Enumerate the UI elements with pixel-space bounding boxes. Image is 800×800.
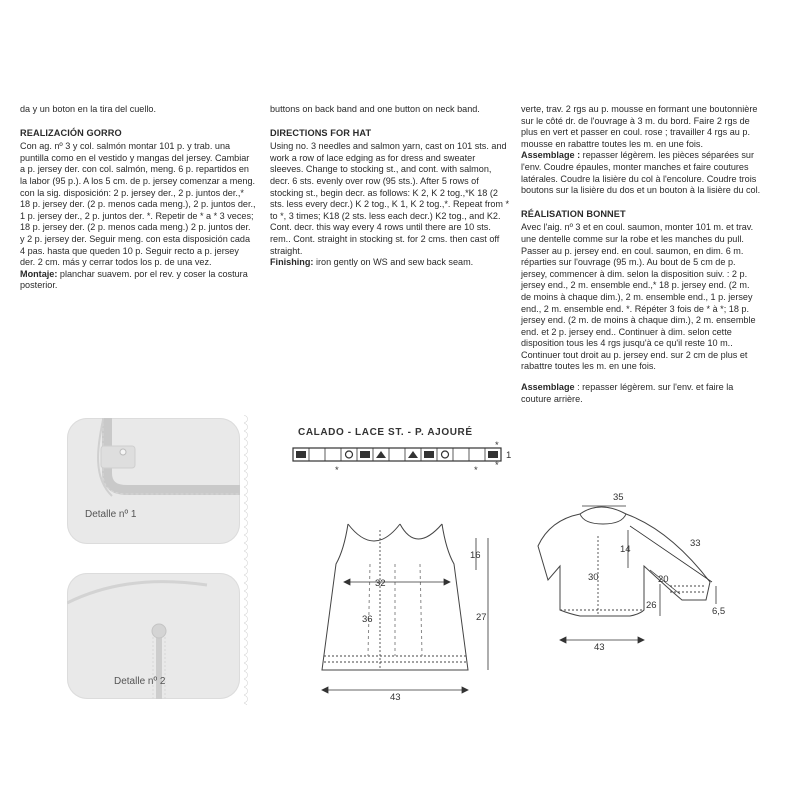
detail-1-caption: Detalle nº 1 bbox=[85, 509, 137, 520]
assemblage-text-2: : repasser légèrem. sur l'env. et faire la couture arrière. bbox=[521, 382, 734, 404]
col3-intro: verte, trav. 2 rgs au p. mousse en formant une boutonnière sur le côté dr. de l'ouvrage à 3 m. du bord. Faire 2 rgs de plus en vert et passer en coul. rose ; travailler 4 rgs au p. mousse en rabattre toutes les m. en une fois. bbox=[521, 104, 758, 149]
col1-intro: da y un boton en la tira del cuello. bbox=[20, 104, 156, 114]
sweater-dim-armhole: 14 bbox=[620, 544, 631, 555]
sweater-dim-neck: 35 bbox=[613, 492, 624, 503]
assemblage-label-1: Assemblage : bbox=[521, 150, 581, 161]
gorro-heading: REALIZACIÓN GORRO bbox=[20, 127, 122, 138]
sweater-dim-cuff: 6,5 bbox=[712, 606, 726, 617]
finishing-label: Finishing: bbox=[270, 257, 314, 268]
dress-dim-total: 27 bbox=[476, 612, 487, 623]
lace-asterisk-3: * bbox=[495, 440, 499, 451]
lace-asterisk-2: * bbox=[474, 465, 478, 476]
detail-photo-2 bbox=[67, 573, 240, 699]
column-spanish bbox=[20, 104, 256, 292]
dress-dim-height: 36 bbox=[362, 614, 373, 625]
decorative-edge bbox=[244, 415, 252, 705]
bonnet-instructions: Avec l'aig. nº 3 et en coul. saumon, monter 101 m. et trav. une dentelle comme sur la robe et les manches du pull. Passer au p. jersey end. en coul. saumon, en dim. 6 m. réparties sur l'ouvrage (95 m.). Au bout de 5 cm de p. jersey, commencer à dim. selon la disposition suiv. : 2 p. jersey end., 2 m. ensemble end.,* 18 p. jersey end. (2 m. de moins à chaque dim.), 2 m. ensemble end., 1 p. jersey end., 2 m. ensemble end. *. Répéter 3 fois de * à *; 18 p. jersey end. (2 m. de moins à chaque dim.), 2 m. ensemble end. et 2 p. jersey end.. Continuer à dim. selon cette disposition tous les 4 rgs jusqu'à ce qu'il reste 10 m.. Continuer tout droit au p. jersey end. sur 2 cm de plus et rabattre toutes les m. en une fois. bbox=[521, 222, 756, 372]
assemblage-text-1: repasser légèrem. les pièces séparées sur l'env. Coudre épaules, monter manches et faire coutures latérales. Coudre la lisière du col à l'encolure. Coudre trois boutons sur la lisière du dos et un bouton à la lisière du col. bbox=[521, 150, 761, 196]
finishing-paragraph bbox=[270, 257, 510, 269]
gorro-instructions: Con ag. nº 3 y col. salmón montar 101 p. y trab. una puntilla como en el vestido y mangas del jersey. Cambiar a p. jersey der. con col. salmón, meng. 6 p. repartidos en la labor (95 p.). A los 5 cm. de p. jersey comenzar a meng. con la sig. disposición: 2 p. jersey der., 2 p. juntos der.,* 18 p. jersey der. (2 p. menos cada meng.), 2 p. juntos der., 1 p. jersey der., 2 p. juntos der. *. Repetir de * a * 3 veces; 18 p. jersey der. (2 p. menos cada meng.) 2 p. juntos der. y 2 p. jersey der. Seguir meng. con esta disposición cada 4 pas. hasta que queden 10 p. Seguir recto a p. jersey der. 2 cm. más y cerrar todos los p. de una vez. bbox=[20, 141, 256, 268]
dress-dim-armhole: 16 bbox=[470, 550, 481, 561]
sweater-dim-sleeve-cuff: 20 bbox=[658, 574, 669, 585]
lace-row-number: 1 bbox=[506, 450, 512, 461]
sweater-dim-side: 26 bbox=[646, 600, 657, 611]
column-english bbox=[270, 104, 510, 269]
lace-asterisk-1: * bbox=[335, 465, 339, 476]
montaje-paragraph bbox=[20, 269, 256, 292]
montaje-text: planchar suavem. por el rev. y coser la costura posterior. bbox=[20, 268, 248, 291]
sweater-dim-length: 30 bbox=[588, 572, 599, 583]
sweater-dim-width: 43 bbox=[594, 642, 605, 653]
sweater-schematic bbox=[520, 490, 730, 660]
dress-dim-hem: 43 bbox=[390, 692, 401, 703]
assemblage-label-2: Assemblage bbox=[521, 382, 575, 393]
lace-asterisk-4: * bbox=[495, 460, 499, 471]
hat-instructions: Using no. 3 needles and salmon yarn, cast on 101 sts. and work a row of lace edging as for dress and sweater sleeves. Change to stocking st., and cont. with salmon, decr. 6 sts. evenly over row (95 sts.). After 5 rows of stocking st., begin decr. as follows: K 2, K 2 tog.,*K 18 (2 sts. less every decr.) K 2 tog., K 1, K 2 tog.,*. Repeat from * to *, 3 times; K18 (2 sts. less each decr.) K2 tog., and K2. Cont. decr. this way every 4 rows until there are 10 sts. rem.. Cont. straight in stocking st. for 2 cms. then cast off straight. bbox=[270, 141, 510, 256]
lace-stitch-chart bbox=[292, 440, 522, 478]
detail-photo-1 bbox=[67, 418, 240, 544]
detail-2-caption: Detalle nº 2 bbox=[114, 676, 166, 687]
finishing-text: iron gently on WS and sew back seam. bbox=[313, 257, 474, 268]
col2-intro: buttons on back band and one button on neck band. bbox=[270, 104, 480, 114]
sweater-dim-sleeve: 33 bbox=[690, 538, 701, 549]
dress-dim-width: 32 bbox=[375, 578, 386, 589]
assemblage-paragraph-2 bbox=[521, 382, 761, 405]
dress-schematic bbox=[300, 520, 500, 710]
bonnet-heading: RÉALISATION BONNET bbox=[521, 208, 626, 219]
montaje-label: Montaje: bbox=[20, 268, 58, 279]
detail-1-illustration bbox=[67, 418, 240, 544]
hat-heading: DIRECTIONS FOR HAT bbox=[270, 127, 372, 138]
assemblage-paragraph-1 bbox=[521, 150, 761, 196]
lace-stitch-title: CALADO - LACE ST. - P. AJOURÉ bbox=[298, 427, 473, 438]
column-french bbox=[521, 104, 761, 405]
